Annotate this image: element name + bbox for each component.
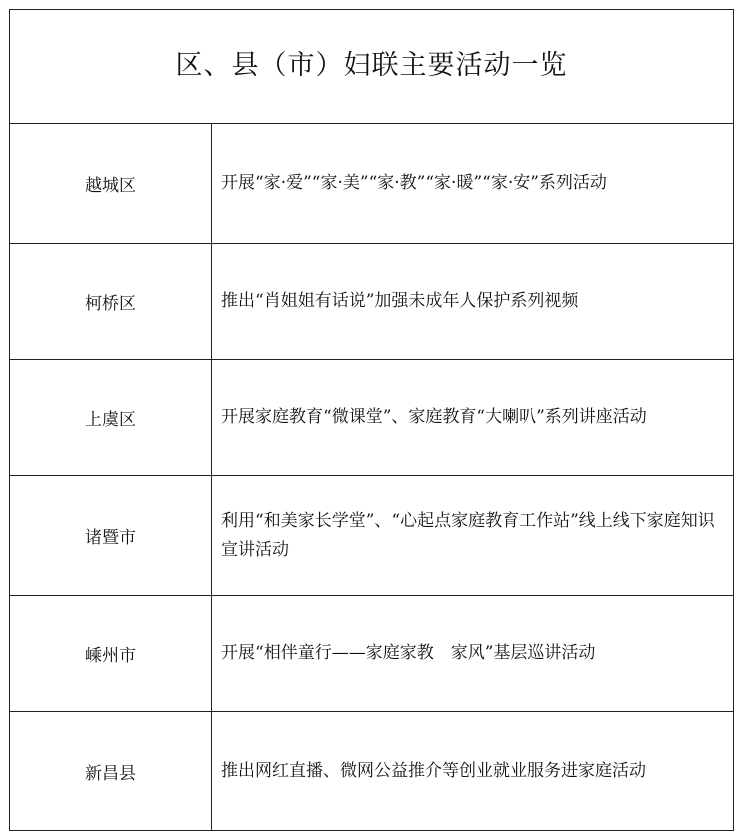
title-row xyxy=(10,10,733,124)
activity-table xyxy=(9,9,734,831)
region-cell: 嵊州市 xyxy=(10,596,212,711)
region-cell: 越城区 xyxy=(10,124,212,243)
activity-cell: 开展“家·爱”“家·美”“家·教”“家·暖”“家·安”系列活动 xyxy=(221,173,607,193)
table-row xyxy=(10,712,733,830)
activity-cell: 开展“相伴童行——家庭家教 家风”基层巡讲活动 xyxy=(221,643,596,663)
table-row xyxy=(10,124,733,244)
table-row xyxy=(10,360,733,476)
activity-cell: 开展家庭教育“微课堂”、家庭教育“大喇叭”系列讲座活动 xyxy=(221,407,647,427)
region-cell: 新昌县 xyxy=(10,712,212,830)
document-title: 区、县（市）妇联主要活动一览 xyxy=(175,50,568,82)
activity-cell: 推出网红直播、微网公益推介等创业就业服务进家庭活动 xyxy=(221,760,646,781)
region-cell: 诸暨市 xyxy=(10,476,212,595)
activity-cell: 推出“肖姐姐有话说”加强未成年人保护系列视频 xyxy=(221,291,579,311)
table-row xyxy=(10,244,733,360)
region-cell: 上虞区 xyxy=(10,360,212,475)
region-cell: 柯桥区 xyxy=(10,244,212,359)
activity-cell: 利用“和美家长学堂”、“心起点家庭教育工作站”线上线下家庭知识宣讲活动 xyxy=(221,510,715,560)
table-row xyxy=(10,596,733,712)
table-row xyxy=(10,476,733,596)
